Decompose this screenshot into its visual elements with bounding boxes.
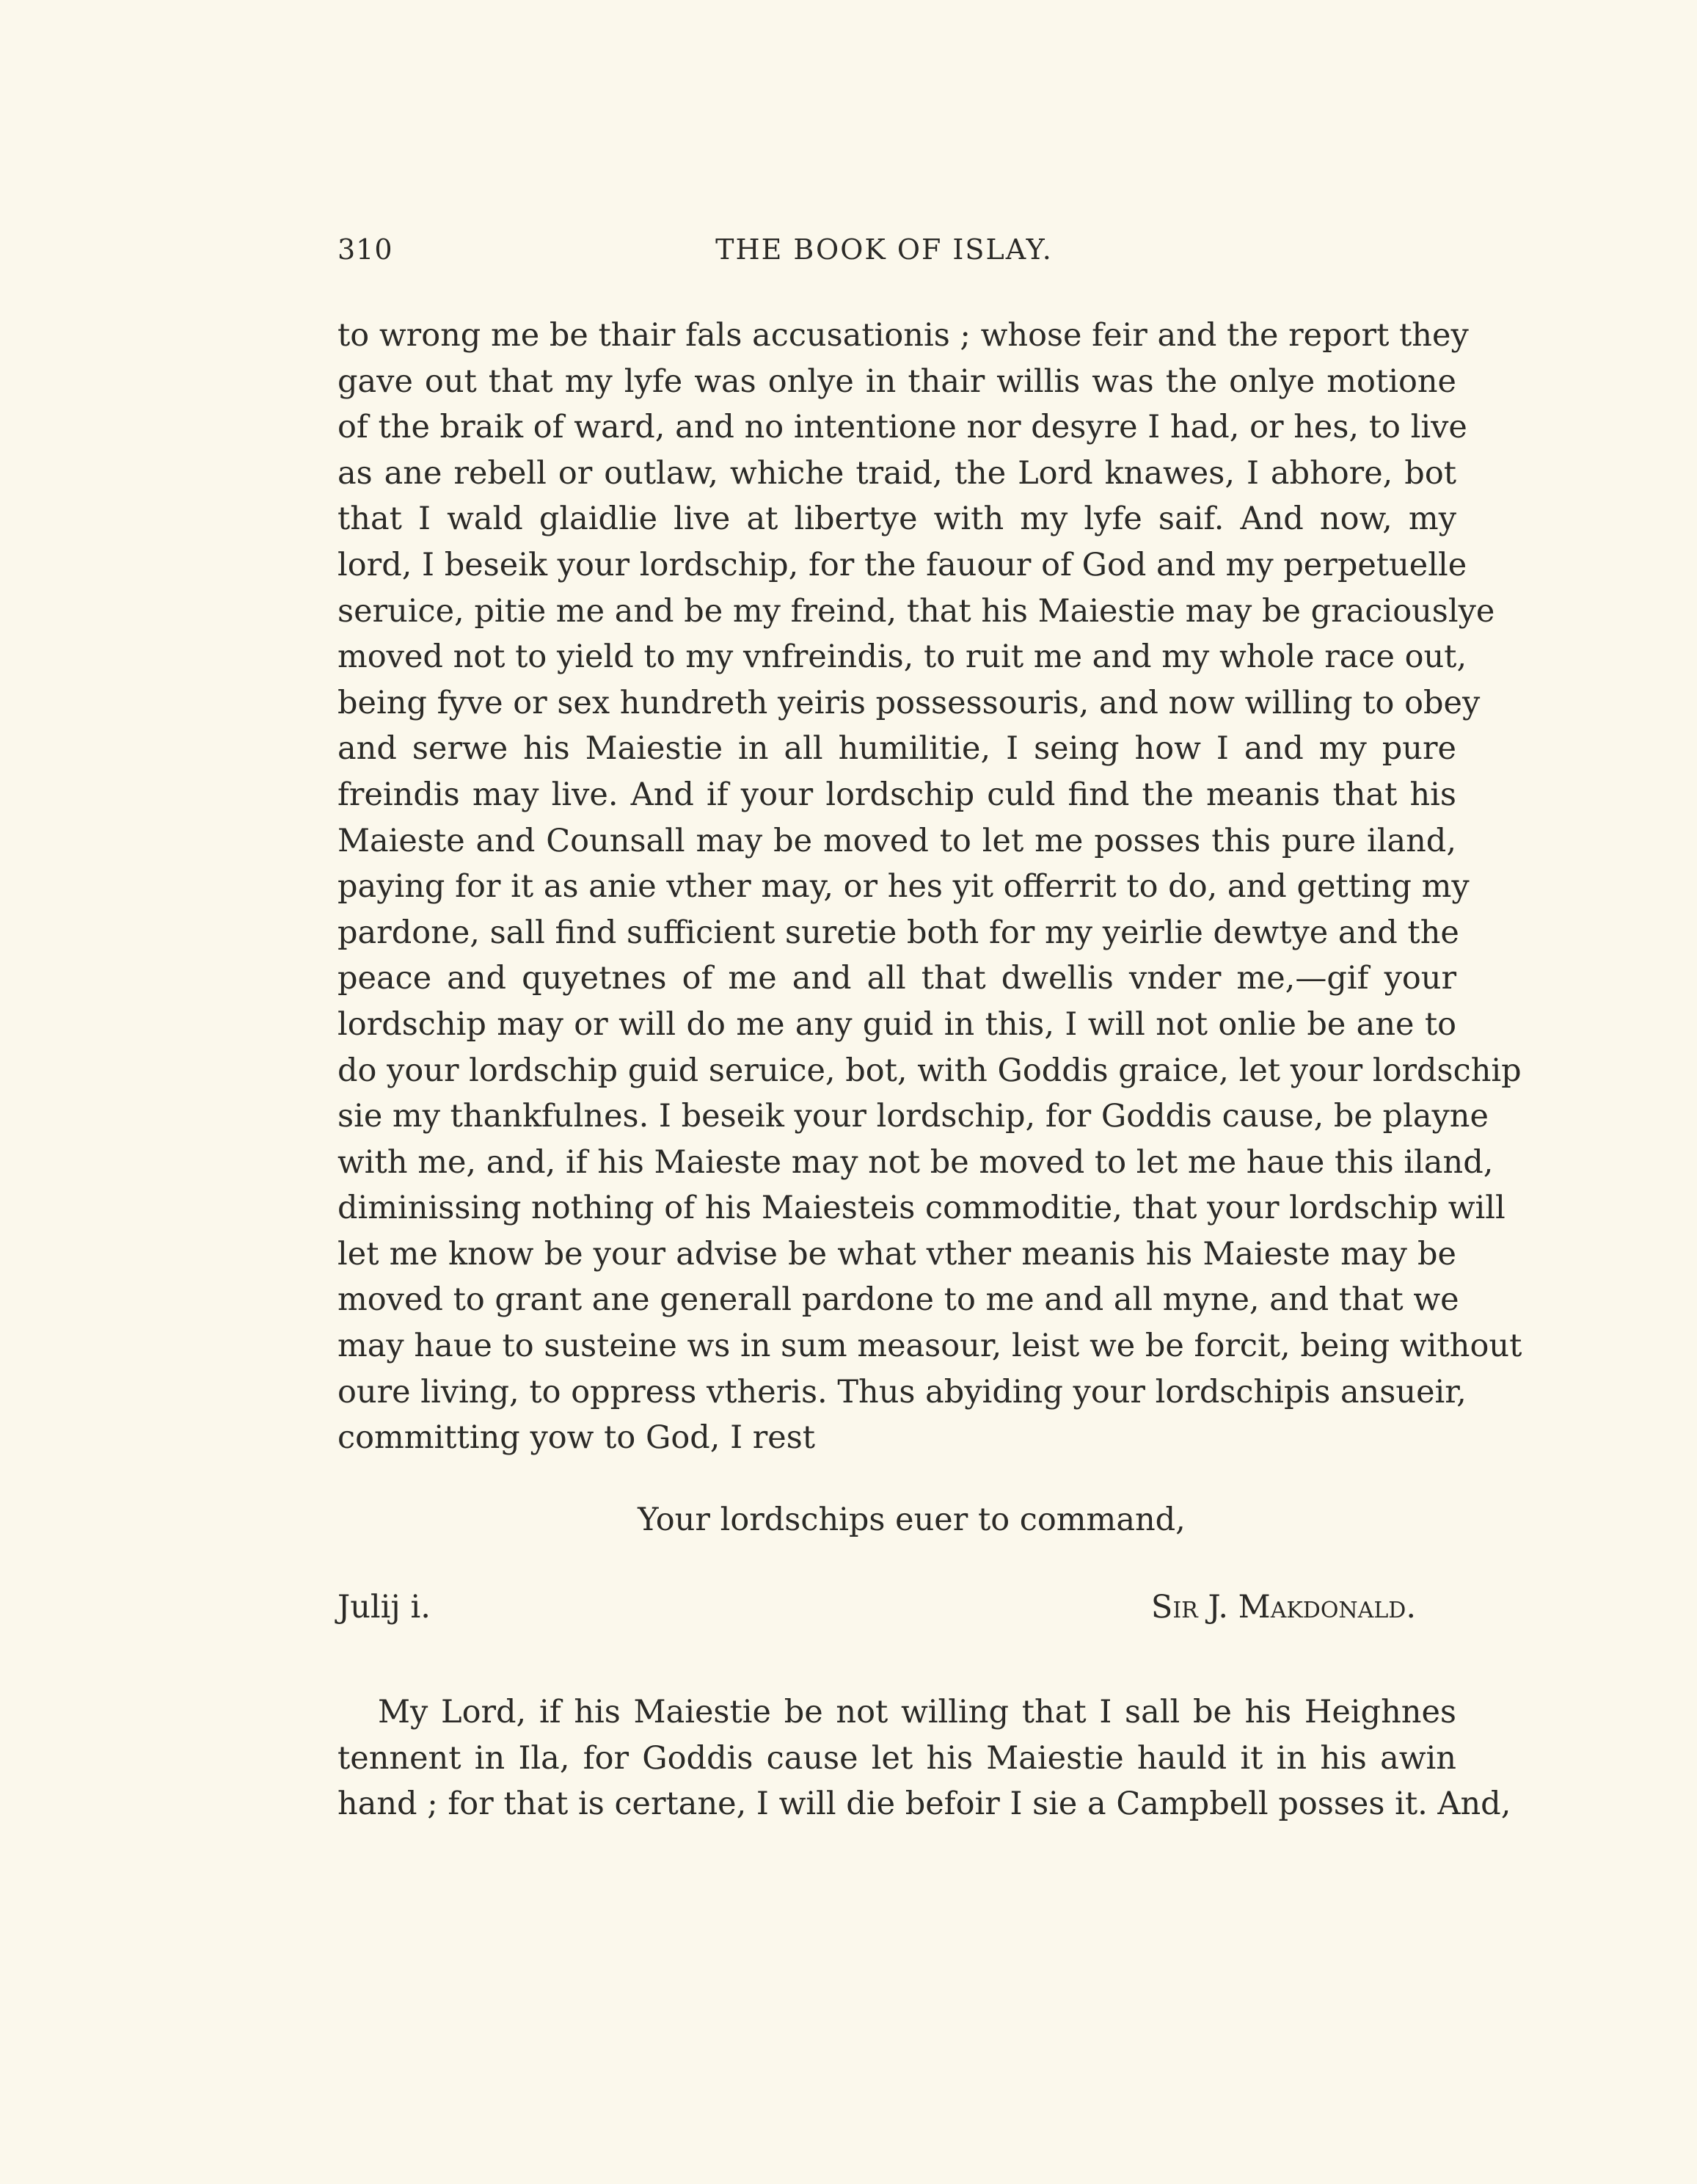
- letter-line: with me, and, if his Maieste may not be moved to let me haue this iland,: [337, 1143, 1494, 1181]
- letter-line: diminissing nothing of his Maiesteis commoditie, that your lordschip will: [337, 1190, 1506, 1227]
- letter-line: peace and quyetnes of me and all that dwellis vnder me,—gif your: [337, 960, 1456, 997]
- page-number: 310: [337, 233, 393, 266]
- valediction-text: Your lordschips euer to command,: [638, 1502, 1186, 1538]
- letter-line: and serwe his Maiestie in all humilitie, I seing how I and my pure: [337, 730, 1456, 768]
- letter-line: lordschip may or will do me any guid in this, I will not onlie be ane to: [337, 1005, 1456, 1043]
- letter-line: that I wald glaidlie live at libertye with my lyfe saif. And now, my: [337, 500, 1456, 538]
- postscript-line: My Lord, if his Maiestie be not willing that I sall be his Heighnes: [378, 1694, 1456, 1730]
- letter-line: let me know be your advise be what vther meanis his Maieste may be: [337, 1235, 1456, 1273]
- valediction: [337, 1502, 1456, 1538]
- signature-row: [337, 1589, 1456, 1634]
- letter-line: committing yow to God, I rest: [337, 1419, 816, 1457]
- letter-line: of the braik of ward, and no intentione nor desyre I had, or hes, to live: [337, 409, 1467, 446]
- letter-line: oure living, to oppress vtheris. Thus abyiding your lordschipis ansueir,: [337, 1373, 1467, 1410]
- letter-date: Julij i.: [337, 1589, 431, 1626]
- letter-line: Maieste and Counsall may be moved to let me posses this pure iland,: [337, 822, 1456, 859]
- letter-line: do your lordschip guid seruice, bot, with Goddis graice, let your lordschip: [337, 1052, 1522, 1089]
- letter-line: moved to grant ane generall pardone to me and all myne, and that we: [337, 1281, 1459, 1319]
- letter-line: pardone, sall find sufficient suretie both for my yeirlie dewtye and the: [337, 914, 1459, 951]
- postscript-line: hand ; for that is certane, I will die befoir I sie a Campbell posses it. And,: [337, 1786, 1511, 1823]
- letter-body: [337, 313, 1522, 1461]
- signature: Sir J. Makdonald.: [1150, 1589, 1416, 1626]
- letter-line: being fyve or sex hundreth yeiris possessouris, and now willing to obey: [337, 684, 1481, 721]
- letter-line: freindis may live. And if your lordschip culd find the meanis that his: [337, 776, 1456, 813]
- postscript: [337, 1689, 1511, 1827]
- postscript-line: tennent in Ila, for Goddis cause let his Maiestie hauld it in his awin: [337, 1739, 1456, 1777]
- running-head: [337, 233, 1431, 277]
- letter-line: gave out that my lyfe was onlye in thair willis was the onlye motione: [337, 363, 1456, 400]
- letter-line: to wrong me be thair fals accusationis ; whose feir and the report they: [337, 317, 1469, 354]
- letter-line: lord, I beseik your lordschip, for the fauour of God and my perpetuelle: [337, 546, 1467, 583]
- letter-line: sie my thankfulnes. I beseik your lordschip, for Goddis cause, be playne: [337, 1098, 1489, 1135]
- letter-line: may haue to susteine ws in sum measour, leist we be forcit, being without: [337, 1328, 1522, 1365]
- letter-line: paying for it as anie vther may, or hes yit offerrit to do, and getting my: [337, 868, 1470, 906]
- letter-line: as ane rebell or outlaw, whiche traid, the Lord knawes, I abhore, bot: [337, 454, 1456, 492]
- letter-line: moved not to yield to my vnfreindis, to ruit me and my whole race out,: [337, 638, 1467, 676]
- running-title: THE BOOK OF ISLAY.: [715, 233, 1053, 266]
- letter-line: seruice, pitie me and be my freind, that his Maiestie may be graciouslye: [337, 592, 1495, 630]
